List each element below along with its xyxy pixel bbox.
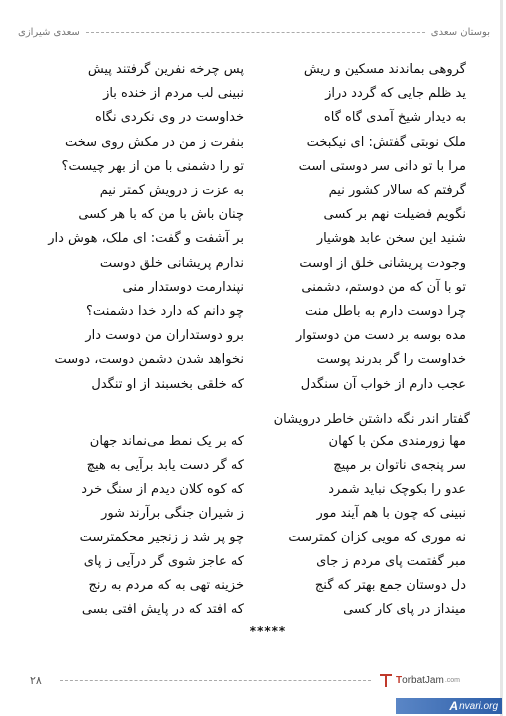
verse-row [0, 183, 506, 203]
first-hemistich: گرفتم که سالار کشور نیم [328, 183, 466, 198]
verse-row [0, 256, 506, 276]
watermark-text: nvari.org [459, 700, 498, 712]
torbatjam-logo-icon [379, 672, 393, 688]
torbatjam-logo[interactable] [379, 672, 460, 688]
first-hemistich: مده بوسه بر دست من دوستوار [295, 328, 466, 344]
verse-row [0, 207, 506, 227]
second-hemistich: چو دانم که دارد خدا دشمنت؟ [86, 304, 244, 319]
verse-row [0, 159, 506, 179]
verse-row [0, 554, 506, 574]
verse-row [0, 434, 506, 454]
page-number: ۲۸ [30, 673, 42, 687]
verse-row [0, 231, 506, 251]
verse-row [0, 602, 506, 622]
first-hemistich: مبر گفتمت پای مردم ز جای [316, 554, 466, 569]
first-hemistich: گروهی بماندند مسکین و ریش [303, 62, 466, 77]
verse-row [0, 304, 506, 324]
second-hemistich: که عاجز شوی گر درآیی ز پای [83, 554, 244, 569]
section-2-title: گفتار اندر نگه داشتن خاطر درویشان [273, 412, 470, 427]
verse-row [0, 62, 506, 82]
verse-row [0, 352, 506, 372]
first-hemistich: دل دوستان جمع بهتر که گنج [314, 578, 466, 593]
second-hemistich: نپندارمت دوستدار منی [122, 279, 244, 295]
verse-row [0, 280, 506, 300]
second-hemistich: چو پر شد ز زنجیر محکمترست [79, 530, 244, 545]
first-hemistich: عدو را بکوچک نباید شمرد [328, 482, 466, 497]
second-hemistich: که خلقی بخسبند از او تنگدل [91, 376, 244, 392]
first-hemistich: تو با آن که من دوستم، دشمنی [301, 279, 466, 295]
second-hemistich: نبینی لب مردم از خنده باز [103, 86, 244, 102]
second-hemistich: که افتد که در پایش افتی بسی [81, 602, 244, 617]
verse-row [0, 135, 506, 155]
header-author: سعدی شیرازی [18, 26, 80, 38]
anvari-watermark [396, 698, 502, 714]
second-hemistich: پس چرخه نفرین گرفتند پیش [87, 62, 244, 77]
first-hemistich: مها زورمندی مکن با کهان [328, 434, 466, 449]
logo-suffix: .com [444, 676, 460, 684]
verse-row [0, 377, 506, 397]
verse-row [0, 458, 506, 478]
verse-row [0, 578, 506, 598]
footer-dashed-rule [60, 680, 371, 681]
second-hemistich: ز شیران جنگی برآرند شور [101, 506, 244, 521]
first-hemistich: ملک نوبتی گفتش: ای نیکبخت [306, 134, 466, 150]
verse-row [0, 110, 506, 130]
first-hemistich: خداوست را گر بدرند پوست [316, 352, 466, 368]
page-footer [30, 672, 460, 688]
second-hemistich: چنان باش با من که با هر کسی [78, 207, 244, 223]
first-hemistich: وجودت پریشانی خلق از اوست [299, 255, 466, 271]
second-hemistich: که کوه کلان دیدم از سنگ خرد [81, 482, 244, 497]
first-hemistich: نبینی که چون با هم آیند مور [316, 506, 466, 521]
second-hemistich: خداوست در وی نکردی نگاه [95, 110, 244, 126]
logo-prefix: T [396, 674, 403, 686]
section-end-stars: ***** [249, 624, 287, 638]
header-dashed-rule [86, 32, 425, 33]
second-hemistich: که گر دست یابد برآیی به هیچ [86, 458, 244, 473]
first-hemistich: به دیدار شیخ آمدی گاه گاه [323, 110, 466, 126]
first-hemistich: نه موری که مویی کزان کمترست [288, 530, 466, 545]
second-hemistich: بر آشفت و گفت: ای ملک، هوش دار [48, 231, 244, 247]
second-hemistich: خزینه تهی به که مردم به رنج [88, 578, 244, 593]
verse-row [0, 328, 506, 348]
first-hemistich: نگویم فضیلت نهم بر کسی [323, 207, 466, 223]
first-hemistich: ید ظلم جایی که گردد دراز [325, 86, 466, 102]
first-hemistich: مرا با تو دانی سر دوستی است [298, 158, 466, 174]
verse-row [0, 482, 506, 502]
first-hemistich: چرا دوست دارم به باطل منت [305, 304, 466, 319]
verse-row [0, 86, 506, 106]
second-hemistich: نخواهد شدن دشمن دوست، دوست [54, 352, 244, 368]
first-hemistich: سر پنجه‌ی ناتوان بر مپیچ [333, 458, 466, 473]
second-hemistich: که بر یک نمط می‌نماند جهان [89, 434, 244, 449]
verse-row [0, 530, 506, 550]
first-hemistich: شنید این سخن عابد هوشیار [316, 231, 466, 247]
logo-brand: orbatJam [402, 674, 444, 686]
header-book-title: بوستان سعدی [430, 26, 490, 38]
second-hemistich: بنفرت ز من در مکش روی سخت [64, 134, 244, 150]
second-hemistich: برو دوستداران من دوست دار [85, 328, 244, 344]
page-header [18, 24, 490, 40]
first-hemistich: مینداز در پای کار کسی [343, 602, 466, 617]
verse-row [0, 506, 506, 526]
first-hemistich: عجب دارم از خواب آن سنگدل [300, 376, 466, 392]
second-hemistich: تو را دشمنی با من از بهر چیست؟ [61, 158, 244, 174]
second-hemistich: ندارم پریشانی خلق دوست [99, 255, 244, 271]
second-hemistich: به عزت ز درویش کمتر نیم [99, 183, 244, 198]
watermark-initial: A [449, 699, 459, 713]
